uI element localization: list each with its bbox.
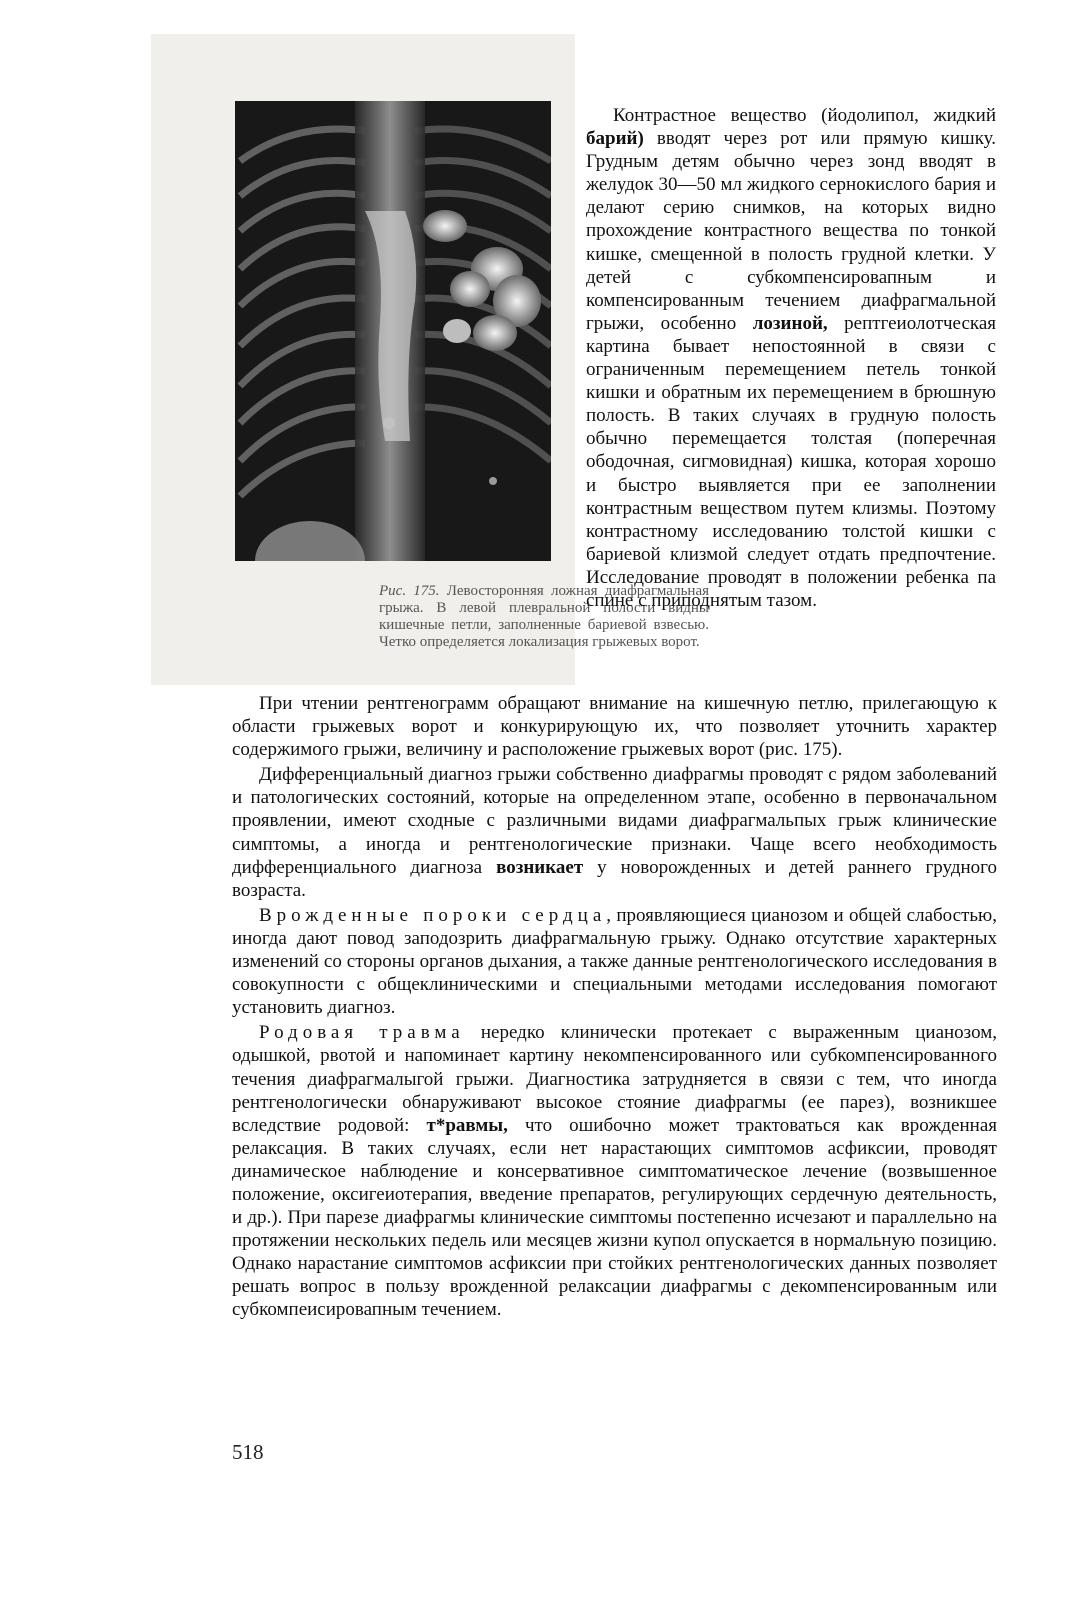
- text-span: вводят через рот или прямую кишку. Грудным детям обычно через зонд вводят в желудок 30—50 мл жидкого сернокислого бария и делают серию снимков, на которых видно прохождение контрастного вещества по тонкой кишке, смещенной в полость грудной клетки. У детей с субкомпенсировапным и компенсированным течением диафрагмальной грыжи, особенно: [586, 128, 996, 334]
- text-span: Дифференциальный диагноз грыжи собственно диафрагмы проводят с рядом заболеваний и патологических состояний, которые на определенном этапе, особенно в первоначальном проявлении, имеют сходные с различными видами диафрагмальпых грыж клинические симптомы, а иногда и рентгенологические признаки. Чаще всего необходимость дифференциального диагноза: [232, 764, 997, 878]
- page-number: 518: [232, 1440, 264, 1464]
- main-column-text: [232, 692, 997, 1324]
- text-span: у новорожденных и детей раннего грудного возраста.: [232, 856, 998, 901]
- spaced-term: Родовая травма: [259, 1022, 465, 1044]
- bold-span: барий): [586, 128, 644, 150]
- figure-caption-label: Рис. 175.: [379, 583, 440, 599]
- xray-image: [235, 101, 551, 561]
- side-column-text: [586, 104, 996, 612]
- spaced-term: Врожденные пороки сердца: [259, 904, 607, 926]
- figure-caption-text: Левосторонняя ложная диафрагмальная грыжа. В левой плевральной полости видны кишечные петли, заполненные бариевой взвесью. Четко определяется локализация грыжевых ворот.: [379, 583, 710, 650]
- bold-span: лозиной,: [752, 312, 828, 334]
- text-span: нередко клинически протекает с выраженным цианозом, одышкой, рвотой и напоминает картину некомпенсированного или субкомпенсированного течения диафрагмалыгой грыжи. Диагностика затрудняется в связи с тем, что иногда рентгенологически обнаруживают высокое стояние диафрагмы (ее парез), возникшее вследствие родовой:: [232, 1022, 997, 1136]
- paragraph-differential: [232, 763, 997, 902]
- text-span: рептгеиолотческая картина бывает непостоянной в связи с ограниченным перемещением петель тонкой кишки и обратным их перемещением в брюшную полость. В таких случаях в грудную полость обычно перемещается толстая (поперечная ободочная, сигмовидная) кишка, которая хорошо и быстро выявляется при ее заполнении контрастным веществом путем клизмы. Поэтому контрастному исследованию толстой кишки с бариевой клизмой следует отдать предпочтение. Исследование проводят в положении ребенка па спине с приподнятым тазом.: [586, 312, 997, 611]
- text-span: Контрастное вещество (йодолипол, жидкий: [613, 105, 996, 126]
- text-span: , проявляющиеся цианозом и общей слабостью, иногда дают повод заподозрить диафрагмальную грыжу. Однако отсутствие характерных изменений со стороны органов дыхания, а также данные рентгенологического исследования в совокупности с общеклиническими и специальными методами исследования помогают установить диагноз.: [232, 904, 997, 1019]
- chest-xray-graphic: [235, 101, 551, 561]
- paragraph-contrast: [586, 104, 996, 612]
- bold-span: т*равмы,: [426, 1114, 508, 1136]
- paragraph-birth-trauma: [232, 1021, 997, 1321]
- bold-span: возникает: [496, 856, 584, 878]
- paragraph-heart-defects: [232, 904, 997, 1019]
- text-span: что ошибочно может трактоваться как врожденная релаксация. В таких случаях, если нет нарастающих симптомов асфиксии, проводят динамическое наблюдение и консервативное симптоматическое лечение (возвышенное положение, оксигеиотерапия, введение препаратов, регулирующих сердечную деятельность, и др.). При парезе диафрагмы клинические симптомы постепенно исчезают и параллельно на протяжении нескольких педель или месяцев жизни купол опускается в нормальную позицию. Однако нарастание симптомов асфиксии при стойких рентгенологических данных позволяет решать вопрос в пользу врожденной релаксации диафрагмы с декомпенсированным или субкомпеисировапным течением.: [232, 1114, 997, 1321]
- paragraph-reading: При чтении рентгенограмм обращают внимание на кишечную петлю, прилегающую к области грыжевых ворот и конкурирующую их, что позволяет уточнить характер содержимого грыжи, величину и расположение грыжевых ворот (рис. 175).: [232, 693, 997, 761]
